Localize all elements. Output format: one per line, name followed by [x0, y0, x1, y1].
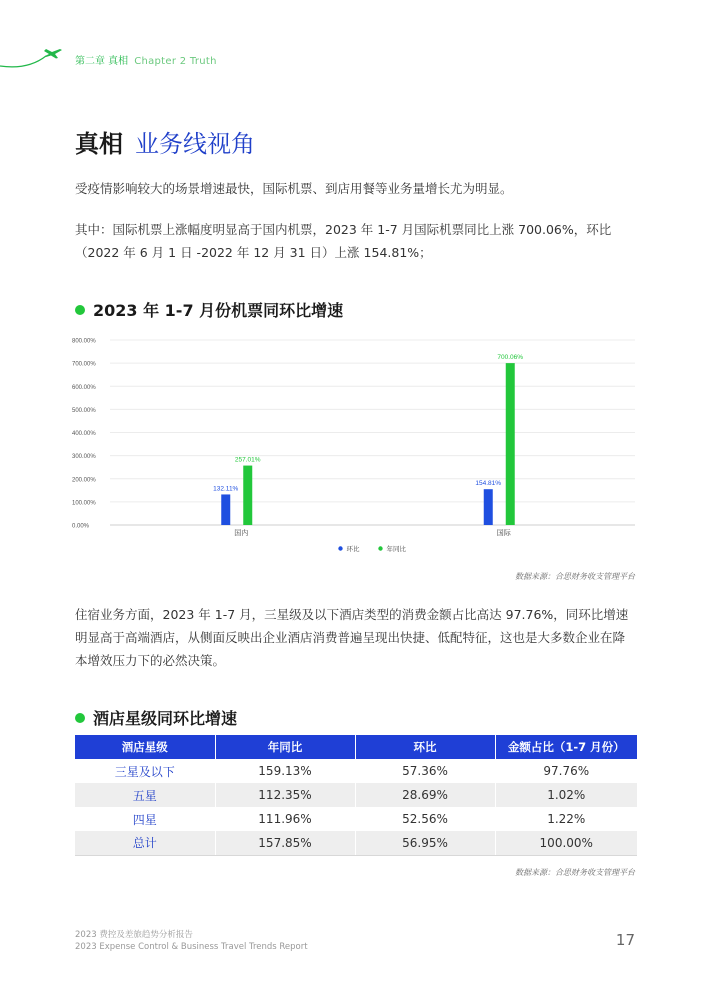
flight-growth-chart [70, 332, 640, 564]
table-header-row [75, 735, 637, 759]
table-cell: 159.13% [215, 759, 355, 783]
chart-bar [506, 363, 515, 525]
data-label: 257.01% [234, 456, 261, 464]
page-header [0, 40, 300, 80]
legend-label: 环比 [346, 545, 360, 553]
chapter-label [75, 52, 217, 67]
footer-report-en: 2023 Expense Control & Business Travel Trends Report [75, 942, 308, 952]
green-dot-icon [75, 305, 85, 315]
table-header-cell: 年同比 [215, 735, 355, 759]
table-cell: 三星及以下 [75, 759, 215, 783]
table-row [75, 831, 637, 855]
hotel-section-title-text: 酒店星级同环比增速 [93, 709, 238, 728]
y-tick-label: 0.00% [72, 523, 90, 530]
hotel-section-title [75, 706, 237, 729]
chapter-cn: 第二章 真相 [75, 56, 129, 67]
y-tick-label: 200.00% [72, 477, 96, 484]
table-cell: 1.02% [495, 783, 637, 807]
table-cell: 57.36% [355, 759, 495, 783]
data-label: 700.06% [497, 354, 524, 362]
chart-source: 数据来源：合思财务收支管理平台 [515, 572, 635, 581]
table-cell: 四星 [75, 807, 215, 831]
chart-bar [243, 466, 252, 525]
table-cell: 97.76% [495, 759, 637, 783]
intro-paragraph: 受疫情影响较大的场景增速最快，国际机票、到店用餐等业务量增长尤为明显。 [75, 181, 513, 196]
y-tick-label: 800.00% [72, 338, 96, 345]
table-cell: 52.56% [355, 807, 495, 831]
table-cell: 28.69% [355, 783, 495, 807]
table-source: 数据来源：合思财务收支管理平台 [515, 868, 635, 877]
y-tick-label: 100.00% [72, 500, 96, 507]
table-row [75, 783, 637, 807]
green-dot-icon [75, 713, 85, 723]
footer-report-cn: 2023 费控及差旅趋势分析报告 [75, 930, 193, 940]
y-tick-label: 500.00% [72, 407, 96, 414]
chart-bar [484, 489, 493, 525]
legend-label: 年同比 [386, 545, 406, 553]
airplane-swoosh-icon [0, 40, 80, 80]
table-cell: 100.00% [495, 831, 637, 855]
table-cell: 1.22% [495, 807, 637, 831]
flight-section-title-text: 2023 年 1-7 月份机票同环比增速 [93, 301, 344, 320]
page-title-main: 真相 [75, 130, 123, 158]
x-tick-label: 国际 [496, 529, 511, 537]
table-row [75, 807, 637, 831]
page-footer [75, 929, 308, 953]
table-cell: 56.95% [355, 831, 495, 855]
page-title [75, 124, 255, 159]
x-tick-label: 国内 [234, 529, 249, 537]
legend-marker [378, 546, 382, 550]
y-tick-label: 700.00% [72, 361, 96, 368]
y-tick-label: 300.00% [72, 454, 96, 461]
page-title-sub: 业务线视角 [135, 130, 255, 158]
table-row [75, 759, 637, 783]
data-label: 154.81% [475, 480, 502, 488]
hotel-star-table [75, 735, 637, 856]
table-cell: 五星 [75, 783, 215, 807]
y-tick-label: 400.00% [72, 431, 96, 437]
table-header-cell: 酒店星级 [75, 735, 215, 759]
flight-section-title [75, 298, 343, 321]
table-cell: 112.35% [215, 783, 355, 807]
chart-bar [221, 494, 230, 525]
chapter-en: Chapter 2 Truth [134, 56, 217, 67]
y-tick-label: 600.00% [72, 384, 96, 391]
flight-paragraph: 其中：国际机票上涨幅度明显高于国内机票，2023 年 1-7 月国际机票同比上涨 700.06%，环比（2022 年 6 月 1 日 -2022 年 12 月 31 日）上涨 154.81%； [75, 222, 612, 260]
legend-marker [338, 546, 342, 550]
data-label: 132.11% [213, 485, 239, 493]
table-cell: 总计 [75, 831, 215, 855]
page-number: 17 [615, 931, 635, 949]
hotel-paragraph: 住宿业务方面，2023 年 1-7 月，三星级及以下酒店类型的消费金额占比高达 97.76%，同环比增速明显高于高端酒店，从侧面反映出企业酒店消费普遍呈现出快捷、低配特征，这也是大多数企业在降本增效压力下的必然决策。 [75, 607, 629, 668]
table-cell: 157.85% [215, 831, 355, 855]
table-cell: 111.96% [215, 807, 355, 831]
table-header-cell: 金额占比（1-7 月份） [495, 735, 637, 759]
table-header-cell: 环比 [355, 735, 495, 759]
